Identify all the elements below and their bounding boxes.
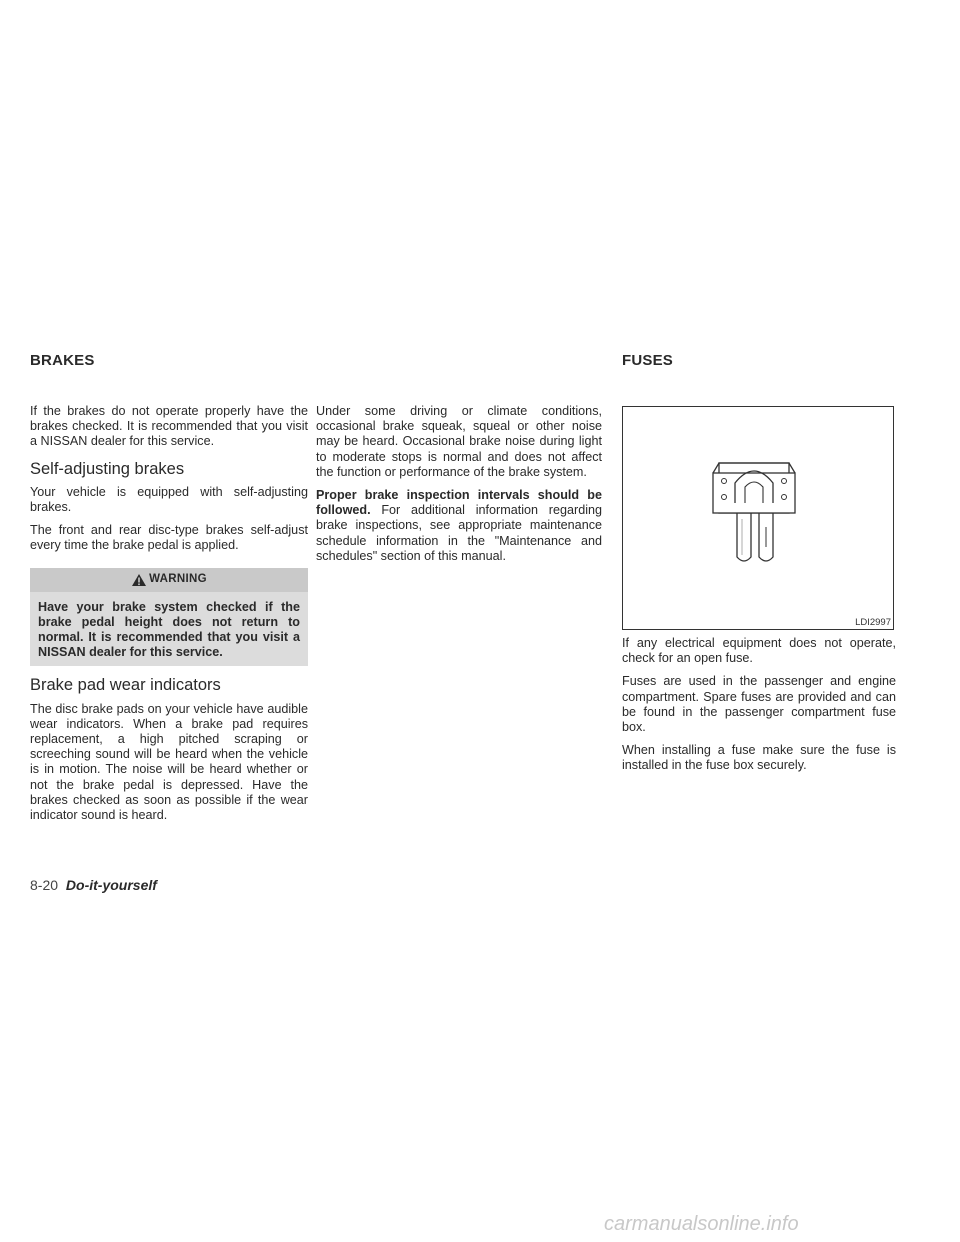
self-adjusting-paragraph-1: Your vehicle is equipped with self-adjusting brakes. xyxy=(30,484,308,515)
brake-inspection-paragraph xyxy=(316,488,602,564)
brake-inspection-rest: For additional information regarding brake inspections, see appropriate maintenance schedule information in the "Maintenance and schedules" section of this manual. xyxy=(316,503,602,563)
brakes-intro-paragraph: If the brakes do not operate properly have the brakes checked. It is recommended that you visit a NISSAN dealer for this service. xyxy=(30,404,308,449)
warning-text: Have your brake system checked if the brake pedal height does not return to normal. It is recommended that you visit a NISSAN dealer for this service. xyxy=(38,599,300,660)
page-footer xyxy=(30,877,157,893)
warning-label: WARNING xyxy=(149,573,207,586)
brake-inspection-bold: Proper brake inspection intervals should be followed. xyxy=(316,488,602,518)
fuse-figure xyxy=(622,406,894,630)
brakes-column-2 xyxy=(316,404,602,572)
brake-pad-wear-heading: Brake pad wear indicators xyxy=(30,676,221,695)
warning-box xyxy=(30,568,308,667)
warning-header xyxy=(30,568,308,592)
brakes-section-title: BRAKES xyxy=(30,352,95,369)
page-number: 8-20 xyxy=(30,877,59,893)
fuse-illustration xyxy=(623,407,893,629)
fuses-paragraph-2: Fuses are used in the passenger and engine compartment. Spare fuses are provided and can be found in the passenger compartment fuse box. xyxy=(622,674,896,735)
section-name: Do-it-yourself xyxy=(65,877,157,893)
self-adjusting-heading: Self-adjusting brakes xyxy=(30,459,185,478)
brakes-column-1 xyxy=(30,404,308,831)
self-adjusting-paragraph-2: The front and rear disc-type brakes self-adjust every time the brake pedal is applied. xyxy=(30,523,308,553)
brake-pad-wear-paragraph: The disc brake pads on your vehicle have audible wear indicators. When a brake pad requires replacement, a high pitched scraping or screeching sound will be heard when the vehicle is in motion. The noise will be heard whether or not the brake pedal is depressed. Have the brakes checked as soon as possible if the wear indicator sound is heard. xyxy=(30,701,308,823)
warning-triangle-icon xyxy=(131,573,147,587)
figure-code: LDI2997 xyxy=(855,617,891,628)
fuses-paragraph-3: When installing a fuse make sure the fuse is installed in the fuse box securely. xyxy=(622,743,896,773)
fuses-column xyxy=(622,636,896,782)
fuses-paragraph-1: If any electrical equipment does not operate, check for an open fuse. xyxy=(622,636,896,666)
brake-noise-paragraph: Under some driving or climate conditions, occasional brake squeak, squeal or other noise may be heard. Occasional brake noise during light to moderate stops is normal and does not affect the function or performance of the brake system. xyxy=(316,404,602,479)
watermark-text: carmanualsonline.info xyxy=(604,1213,799,1235)
fuses-section-title: FUSES xyxy=(622,352,674,369)
